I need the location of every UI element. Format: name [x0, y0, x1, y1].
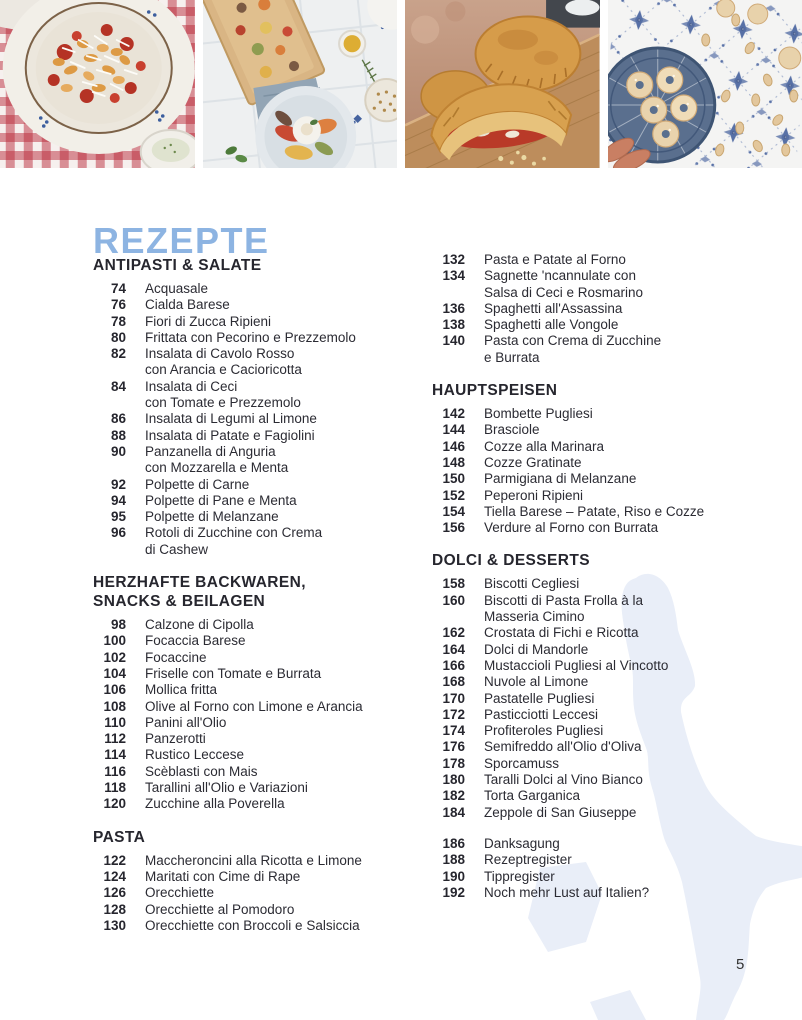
toc-entry: [432, 333, 768, 366]
toc-entry-title: Mustaccioli Pugliesi al Vincotto: [484, 657, 669, 673]
toc-entry: [432, 301, 768, 317]
toc-entry: [93, 509, 429, 525]
toc-entry-title: Tippregister: [484, 868, 555, 884]
toc-entry: [432, 739, 768, 755]
toc-section-heading: HERZHAFTE BACKWAREN, SNACKS & BEILAGEN: [93, 574, 306, 611]
toc-entry: [432, 268, 768, 301]
toc-entry: [93, 379, 429, 412]
toc-entry-page-number: 192: [442, 884, 465, 900]
toc-entry-title: Sagnette 'ncannulate con Salsa di Ceci e Rosmarino: [484, 268, 644, 300]
toc-entry-page-number: 166: [442, 657, 465, 673]
toc-entry-title: Sporcamuss: [484, 755, 560, 771]
toc-entry-title: Cialda Barese: [145, 297, 230, 313]
toc-entry-page-number: 178: [442, 755, 465, 771]
toc-entry-title: Dolci di Mandorle: [484, 641, 589, 657]
toc-entry: [432, 488, 768, 504]
toc-entry: [93, 346, 429, 379]
toc-entry-title: Orecchiette con Broccoli e Salsiccia: [145, 917, 360, 933]
toc-entry: [93, 666, 429, 682]
toc-section: [93, 256, 429, 558]
toc-entry-title: Semifreddo all'Olio d'Oliva: [484, 739, 642, 755]
toc-entry: [93, 902, 429, 918]
toc-entry: [432, 788, 768, 804]
toc-entry-page-number: 130: [103, 917, 126, 933]
toc-entry-page-number: 104: [103, 665, 126, 681]
toc-entry-title: Verdure al Forno con Burrata: [484, 520, 659, 536]
toc-entry-page-number: 102: [103, 649, 126, 665]
toc-entry: [432, 252, 768, 268]
toc-entry-title: Rustico Leccese: [145, 747, 245, 763]
toc-entry: [432, 471, 768, 487]
toc-entry-page-number: 138: [442, 317, 465, 333]
toc-entry: [93, 780, 429, 796]
toc-entry-page-number: 158: [442, 576, 465, 592]
toc-entry-title: Spaghetti alle Vongole: [484, 317, 619, 333]
toc-entry-title: Focaccine: [145, 649, 207, 665]
toc-entry: [93, 747, 429, 763]
toc-entry-title: Cozze Gratinate: [484, 454, 582, 470]
toc-entry-title: Noch mehr Lust auf Italien?: [484, 884, 650, 900]
toc-entry-title: Pasta e Patate al Forno: [484, 252, 626, 267]
toc-entry-page-number: 114: [104, 747, 126, 763]
toc-entry: [93, 918, 429, 934]
toc-entry-title: Nuvole al Limone: [484, 674, 589, 690]
toc-entry-title: Calzone di Cipolla: [145, 617, 254, 633]
toc-entry-title: Pastatelle Pugliesi: [484, 690, 595, 706]
toc-entry-title: Polpette di Pane e Menta: [145, 492, 297, 508]
toc-entry: [432, 885, 768, 901]
toc-entry: [432, 576, 768, 592]
toc-entry-title: Zeppole di San Giuseppe: [484, 804, 637, 820]
toc-entry-page-number: 180: [442, 772, 465, 788]
toc-entry-page-number: 100: [103, 633, 126, 649]
photo-panzerotti-art: [405, 0, 600, 168]
photo-orecchiette-pasta-art: [0, 0, 195, 168]
toc-entry-page-number: 154: [442, 503, 465, 519]
toc-entry-title: Maritati con Cime di Rape: [145, 868, 301, 884]
toc-entry-page-number: 184: [442, 804, 465, 820]
toc-entry-page-number: 120: [103, 796, 126, 812]
toc-entry-title: Scèblasti con Mais: [145, 763, 258, 779]
toc-entry-title: Frittata con Pecorino e Prezzemolo: [145, 329, 356, 345]
toc-entry-title: Insalata di Cavolo Rosso con Arancia e Cacioricotta: [145, 346, 302, 378]
toc-section: [432, 252, 768, 366]
toc-entry-title: Panzerotti: [145, 731, 206, 747]
toc-entry-page-number: 122: [103, 852, 126, 868]
toc-entry-page-number: 126: [103, 885, 126, 901]
toc-entry: [93, 885, 429, 901]
toc-entry-title: Spaghetti all'Assassina: [484, 300, 623, 316]
toc-entry-title: Panzanella di Anguria con Mozzarella e Menta: [145, 443, 289, 476]
photo-panzerotti: [405, 0, 600, 168]
toc-entry-title: Panini all'Olio: [145, 714, 227, 730]
toc-entry: [432, 756, 768, 772]
toc-entry-title: Danksagung: [484, 835, 560, 851]
toc-entry: [93, 444, 429, 477]
toc-entry-title: Polpette di Melanzane: [145, 509, 279, 525]
toc-entry: [432, 422, 768, 438]
toc-section-heading: HAUPTSPEISEN: [432, 382, 558, 400]
toc-entry-title: Parmigiana di Melanzane: [484, 471, 637, 487]
toc-entry: [432, 504, 768, 520]
toc-entry: [432, 439, 768, 455]
toc-entry-page-number: 88: [110, 427, 126, 443]
toc-entry: [432, 869, 768, 885]
toc-section: [93, 828, 429, 934]
toc-section: [432, 836, 768, 901]
toc-entry-title: Bombette Pugliesi: [484, 406, 593, 422]
toc-entry-page-number: 74: [110, 281, 126, 296]
toc-entry-page-number: 170: [442, 690, 465, 706]
toc-entry-page-number: 80: [110, 329, 126, 345]
toc-entry-page-number: 106: [103, 682, 126, 698]
toc-entry: [93, 764, 429, 780]
toc-entry-title: Taralli Dolci al Vino Bianco: [484, 772, 643, 788]
toc-entry-title: Fiori di Zucca Ripieni: [145, 313, 272, 329]
toc-entry: [93, 330, 429, 346]
toc-entry-page-number: 78: [110, 313, 126, 329]
toc-entry: [432, 674, 768, 690]
toc-entry-title: Polpette di Carne: [145, 476, 250, 492]
toc-entry-page-number: 182: [442, 788, 465, 804]
toc-entry: [93, 525, 429, 558]
toc-entry-title: Cozze alla Marinara: [484, 438, 605, 454]
photo-strip: [0, 0, 802, 168]
toc-entry-page-number: 124: [103, 868, 126, 884]
toc-entry: [432, 642, 768, 658]
toc-entry-title: Pasta con Crema di Zucchine e Burrata: [484, 333, 662, 365]
toc-entry: [93, 682, 429, 698]
toc-entry-title: Insalata di Legumi al Limone: [145, 411, 317, 427]
toc-entry-page-number: 134: [442, 268, 465, 284]
toc-entry: [432, 772, 768, 788]
toc-entry-page-number: 150: [442, 471, 465, 487]
toc-entry-title: Orecchiette al Pomodoro: [145, 901, 295, 917]
toc-entry-page-number: 112: [104, 731, 126, 747]
toc-entry: [432, 691, 768, 707]
toc-entry-page-number: 110: [104, 714, 126, 730]
toc-entry-title: Torta Garganica: [484, 788, 581, 804]
toc-entry-page-number: 136: [442, 300, 465, 316]
photo-roasted-vegetables: [203, 0, 398, 168]
toc-entry-page-number: 162: [442, 625, 465, 641]
toc-entry: [93, 314, 429, 330]
toc-entry: [93, 477, 429, 493]
toc-entry: [93, 650, 429, 666]
toc-entry-title: Orecchiette: [145, 885, 215, 901]
toc-entry-page-number: 82: [110, 346, 126, 362]
toc-entry-page-number: 86: [110, 411, 126, 427]
toc-entry-title: Tarallini all'Olio e Variazioni: [145, 780, 308, 796]
toc-entry-page-number: 140: [442, 333, 465, 349]
toc-entry: [93, 731, 429, 747]
toc-entry-page-number: 190: [442, 868, 465, 884]
toc-section: [432, 551, 768, 820]
toc-entry-title: Mollica fritta: [145, 682, 218, 698]
toc-entry: [432, 707, 768, 723]
toc-entry-title: Insalata di Patate e Fagiolini: [145, 427, 315, 443]
toc-entry-page-number: 168: [442, 674, 465, 690]
toc-entry: [93, 617, 429, 633]
toc-section: [432, 381, 768, 536]
toc-entry-page-number: 94: [110, 492, 126, 508]
toc-entry-page-number: 142: [442, 406, 465, 422]
toc-entry-page-number: 84: [110, 378, 126, 394]
toc-entry-title: Focaccia Barese: [145, 633, 246, 649]
toc-entry-page-number: 118: [104, 780, 126, 796]
photo-taralli: [608, 0, 802, 168]
page-title: REZEPTE: [93, 220, 270, 262]
toc-entry-title: Olive al Forno con Limone e Arancia: [145, 698, 363, 714]
toc-entry-page-number: 132: [442, 252, 465, 267]
toc-entry-page-number: 172: [442, 706, 465, 722]
toc-column-right: [432, 252, 768, 901]
toc-entry-page-number: 152: [442, 487, 465, 503]
toc-entry: [432, 317, 768, 333]
toc-entry-page-number: 144: [442, 422, 465, 438]
toc-entry-page-number: 98: [110, 617, 126, 633]
toc-entry: [93, 715, 429, 731]
toc-entry-page-number: 92: [110, 476, 126, 492]
toc-entry-title: Maccheroncini alla Ricotta e Limone: [145, 852, 362, 868]
toc-entry: [93, 633, 429, 649]
toc-entry-page-number: 148: [442, 454, 465, 470]
toc-entry: [432, 625, 768, 641]
toc-section-heading: DOLCI & DESSERTS: [432, 552, 590, 570]
toc-entry: [432, 658, 768, 674]
toc-entry-page-number: 164: [442, 641, 465, 657]
toc-section-heading: PASTA: [93, 828, 146, 846]
toc-entry-page-number: 188: [442, 852, 465, 868]
toc-entry: [93, 428, 429, 444]
toc-entry: [93, 281, 429, 297]
toc-entry: [432, 406, 768, 422]
toc-entry-page-number: 116: [104, 763, 126, 779]
toc-entry-page-number: 146: [442, 438, 465, 454]
toc-entry-title: Rezeptregister: [484, 852, 572, 868]
toc-entry: [93, 297, 429, 313]
toc-entry-title: Tiella Barese – Patate, Riso e Cozze: [484, 503, 705, 519]
toc-entry-title: Insalata di Ceci con Tomate e Prezzemolo: [145, 378, 301, 411]
toc-entry-page-number: 186: [442, 835, 465, 851]
toc-entry-page-number: 76: [110, 297, 126, 313]
toc-entry-title: Acquasale: [145, 281, 209, 296]
toc-entry-title: Profiteroles Pugliesi: [484, 723, 604, 739]
toc-entry-title: Brasciole: [484, 422, 540, 438]
toc-entry-page-number: 176: [442, 739, 465, 755]
toc-entry: [432, 836, 768, 852]
toc-entry: [432, 455, 768, 471]
toc-entry-title: Rotoli di Zucchine con Crema di Cashew: [145, 525, 323, 557]
page-number: 5: [736, 956, 745, 973]
photo-taralli-art: [608, 0, 802, 168]
toc-entry: [93, 411, 429, 427]
toc-entry-title: Biscotti di Pasta Frolla à la Masseria Cimino: [484, 592, 644, 625]
toc-entry-title: Crostata di Fichi e Ricotta: [484, 625, 639, 641]
toc-section: [93, 573, 429, 813]
toc-entry-title: Pasticciotti Leccesi: [484, 706, 599, 722]
toc-entry-page-number: 128: [103, 901, 126, 917]
toc-entry: [432, 593, 768, 626]
toc-entry: [432, 805, 768, 821]
toc-entry-page-number: 96: [110, 525, 126, 541]
toc-entry: [93, 796, 429, 812]
toc-entry: [93, 853, 429, 869]
toc-entry-title: Biscotti Cegliesi: [484, 576, 580, 592]
toc-entry-title: Peperoni Ripieni: [484, 487, 584, 503]
toc-section-heading: ANTIPASTI & SALATE: [93, 257, 262, 274]
toc-entry: [93, 869, 429, 885]
toc-column-left: [93, 256, 429, 934]
toc-entry: [93, 699, 429, 715]
toc-entry-page-number: 95: [110, 509, 126, 525]
toc-entry-page-number: 156: [442, 520, 465, 536]
toc-entry-page-number: 174: [442, 723, 465, 739]
photo-orecchiette-pasta: [0, 0, 195, 168]
toc-entry-page-number: 108: [103, 698, 126, 714]
toc-entry-page-number: 90: [110, 443, 126, 459]
photo-roasted-vegetables-art: [203, 0, 398, 168]
toc-entry: [432, 723, 768, 739]
toc-entry-title: Friselle con Tomate e Burrata: [145, 665, 322, 681]
toc-entry-page-number: 160: [442, 592, 465, 608]
toc-entry: [432, 852, 768, 868]
toc-entry: [432, 520, 768, 536]
toc-entry: [93, 493, 429, 509]
toc-entry-title: Zucchine alla Poverella: [145, 796, 285, 812]
